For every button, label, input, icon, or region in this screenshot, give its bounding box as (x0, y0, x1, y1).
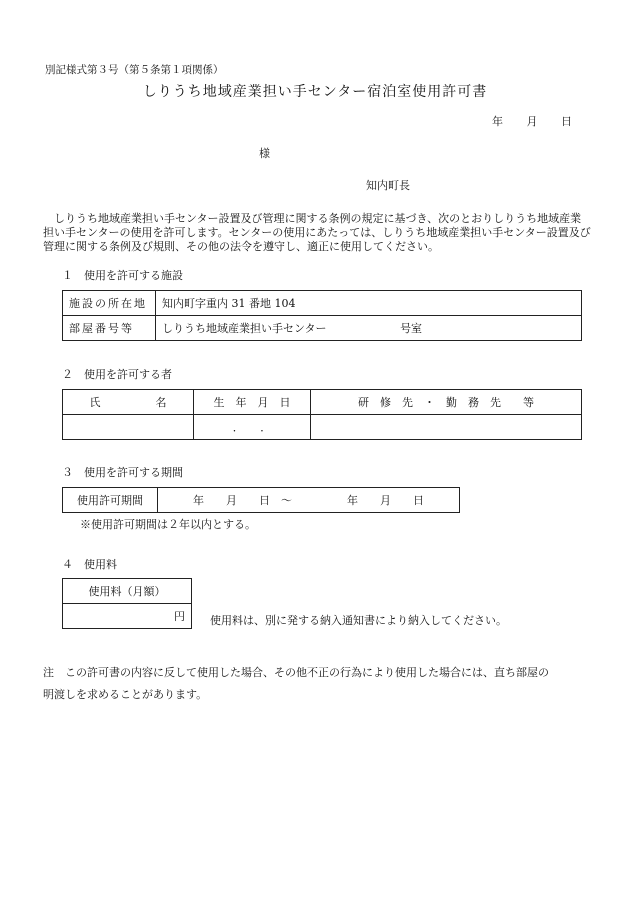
date-day: 日 (561, 115, 572, 128)
section1-heading: １ 使用を許可する施設 (62, 269, 183, 282)
name-cell[interactable] (63, 415, 194, 440)
issuer: 知内町長 (366, 179, 410, 192)
room-suffix: 号室 (400, 322, 423, 335)
table-row (63, 488, 460, 513)
body-paragraph: しりうち地域産業担い手センター設置及び管理に関する条例の規定に基づき、次のとおりしりうち地域産業担い手センターの使用を許可します。センターの使用にあたっては、しりうち地域産業担い手センター設置及び管理に関する条例及び規則、その他の法令を遵守し、適正に使用してください。 (43, 212, 591, 253)
period-table (62, 487, 460, 513)
section2-heading: ２ 使用を許可する者 (62, 368, 172, 381)
fee-label: 使用料（月額） (63, 579, 192, 604)
period-value[interactable]: 年 月 日 ～ 年 月 日 (158, 488, 460, 513)
permittee-table (62, 389, 582, 440)
date-year: 年 (492, 115, 503, 128)
form-number: 別記様式第３号（第５条第１項関係） (45, 64, 224, 76)
facility-location-label: 施設の所在地 (63, 291, 156, 316)
issue-date (472, 113, 572, 129)
table-row (63, 415, 582, 440)
footnote (43, 662, 591, 706)
birthdate-cell[interactable]: ． ． (194, 415, 311, 440)
workplace-cell[interactable] (311, 415, 582, 440)
section4-heading: ４ 使用料 (62, 558, 117, 571)
table-row (63, 604, 192, 629)
table-row (63, 390, 582, 415)
facility-location-value: 知内町字重内 31 番地 104 (156, 291, 582, 316)
fee-value[interactable]: 円 (63, 604, 192, 629)
fee-table (62, 578, 192, 629)
fee-note: 使用料は、別に発する納入通知書により納入してください。 (210, 614, 507, 627)
facility-table (62, 290, 582, 341)
table-row (63, 291, 582, 316)
period-label: 使用許可期間 (63, 488, 158, 513)
room-number-label: 部屋番号等 (63, 316, 156, 341)
footnote-line-2: 明渡しを求めることがあります。 (43, 688, 208, 701)
period-note: ※使用許可期間は２年以内とする。 (80, 518, 256, 531)
section3-heading: ３ 使用を許可する期間 (62, 466, 183, 479)
table-row (63, 316, 582, 341)
table-row (63, 579, 192, 604)
room-number-value (156, 316, 582, 341)
document-title: しりうち地域産業担い手センター宿泊室使用許可書 (142, 84, 488, 100)
birthdate-header: 生 年 月 日 (194, 390, 311, 415)
date-month: 月 (526, 115, 538, 128)
workplace-header: 研 修 先 ・ 勤 務 先 等 (311, 390, 582, 415)
footnote-line-1: 注 この許可書の内容に反して使用した場合、その他不正の行為により使用した場合には、直ち部屋の (43, 666, 549, 679)
name-header: 氏 名 (63, 390, 194, 415)
room-facility-name: しりうち地域産業担い手センター (162, 322, 327, 335)
addressee-suffix: 様 (259, 147, 270, 160)
